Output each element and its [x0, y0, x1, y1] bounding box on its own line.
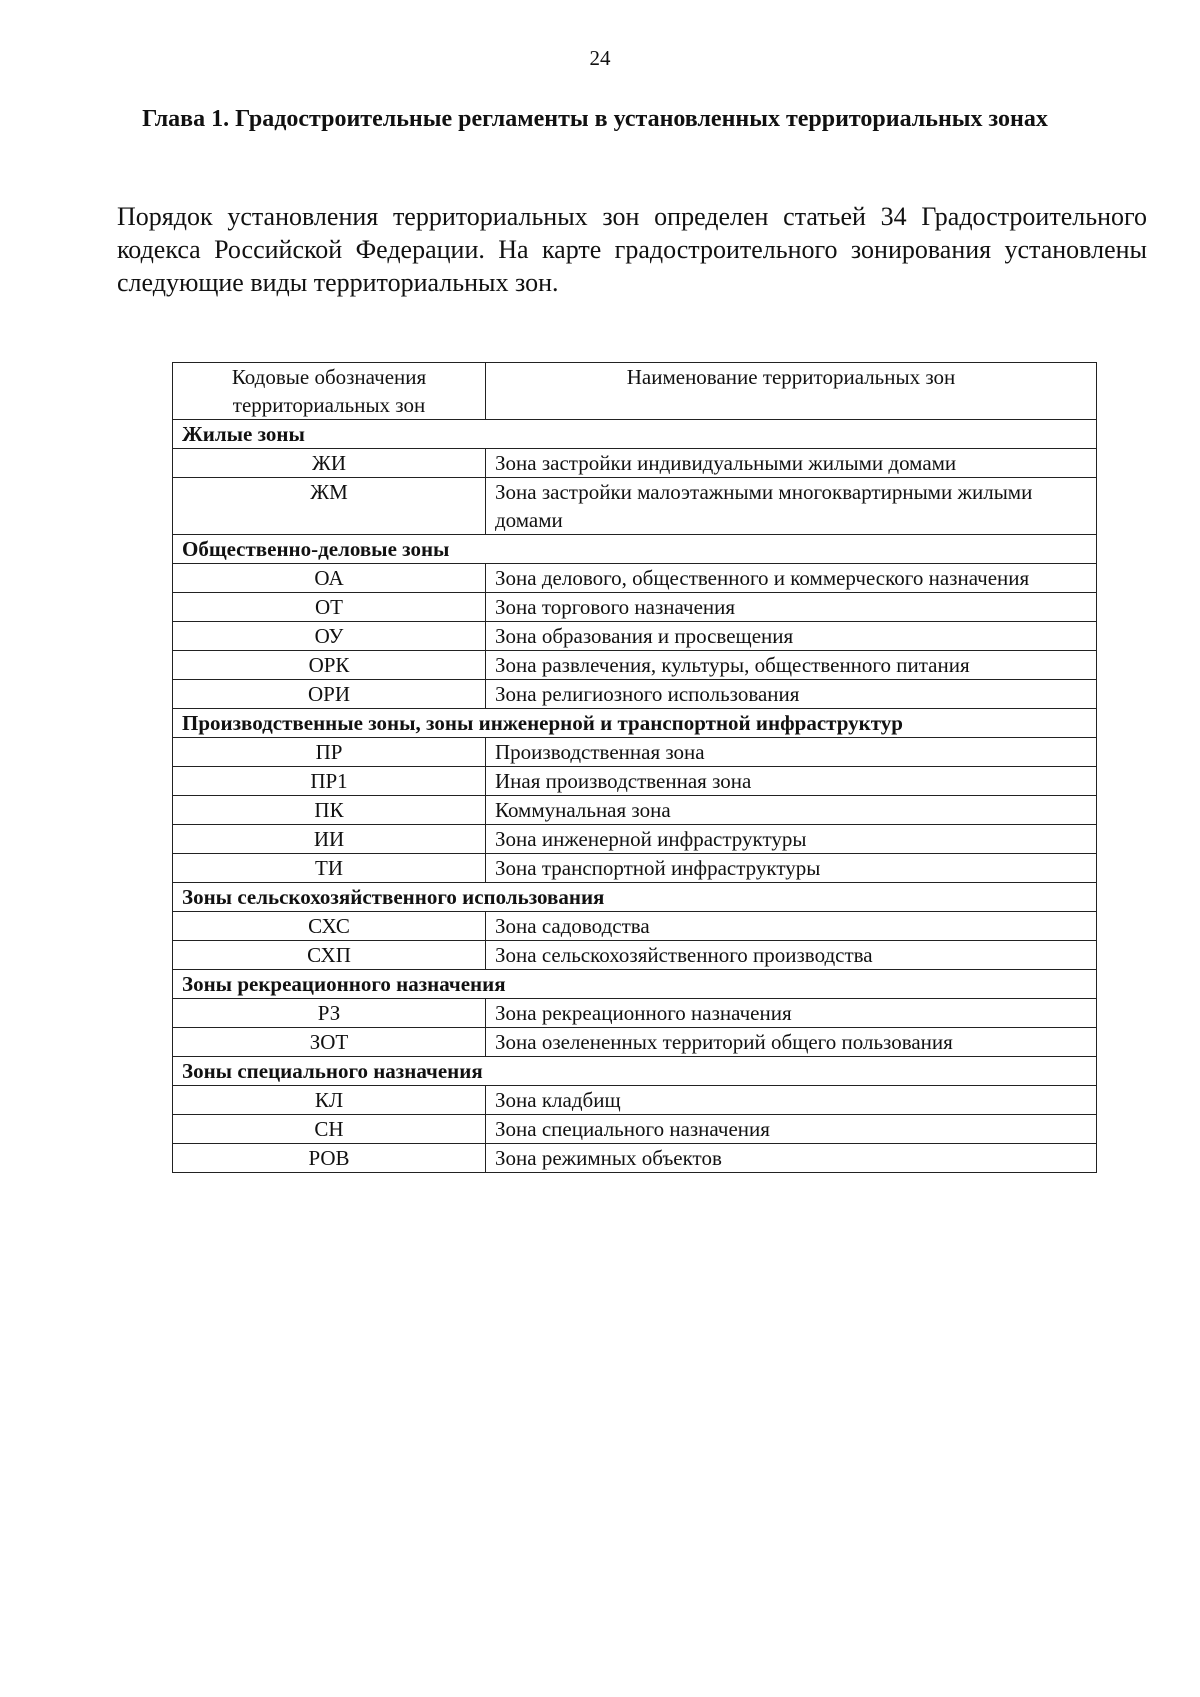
- table-row: [173, 449, 1097, 478]
- table-row: [173, 1144, 1097, 1173]
- group-row: [173, 535, 1097, 564]
- zone-code: ЖИ: [173, 449, 486, 478]
- zone-code: ОУ: [173, 622, 486, 651]
- table-row: [173, 1115, 1097, 1144]
- chapter-title: Глава 1. Градостроительные регламенты в установленных территориальных зонах: [142, 106, 1048, 132]
- table-row: [173, 651, 1097, 680]
- zone-code: ЗОТ: [173, 1028, 486, 1057]
- table-row: [173, 1028, 1097, 1057]
- group-title: Производственные зоны, зоны инженерной и транспортной инфраструктур: [173, 709, 1097, 738]
- zone-code: ОРИ: [173, 680, 486, 709]
- table-row: [173, 796, 1097, 825]
- zone-code: ОТ: [173, 593, 486, 622]
- header-name: Наименование территориальных зон: [486, 363, 1097, 420]
- table-row: [173, 941, 1097, 970]
- zone-code: ОА: [173, 564, 486, 593]
- zone-code: РОВ: [173, 1144, 486, 1173]
- group-title: Зоны рекреационного назначения: [173, 970, 1097, 999]
- group-row: [173, 970, 1097, 999]
- group-row: [173, 883, 1097, 912]
- zone-name: Зона религиозного использования: [486, 680, 1097, 709]
- table-row: [173, 1086, 1097, 1115]
- zone-name: Зона инженерной инфраструктуры: [486, 825, 1097, 854]
- group-title: Жилые зоны: [173, 420, 1097, 449]
- zone-code: ТИ: [173, 854, 486, 883]
- header-code: Кодовые обозначения территориальных зон: [173, 363, 486, 420]
- group-row: [173, 1057, 1097, 1086]
- zone-code: КЛ: [173, 1086, 486, 1115]
- table-row: [173, 593, 1097, 622]
- group-row: [173, 709, 1097, 738]
- zone-code: РЗ: [173, 999, 486, 1028]
- zone-name: Зона сельскохозяйственного производства: [486, 941, 1097, 970]
- zone-name: Зона застройки малоэтажными многоквартирными жилыми домами: [486, 478, 1097, 535]
- zone-name: Зона торгового назначения: [486, 593, 1097, 622]
- zone-code: СХС: [173, 912, 486, 941]
- zone-name: Зона озелененных территорий общего пользования: [486, 1028, 1097, 1057]
- intro-paragraph: Порядок установления территориальных зон определен статьей 34 Градостроительного кодекса Российской Федерации. На карте градостроительного зонирования установлены следующие виды территориальных зон.: [117, 202, 1147, 297]
- table-row: [173, 825, 1097, 854]
- zone-code: ИИ: [173, 825, 486, 854]
- zone-name: Производственная зона: [486, 738, 1097, 767]
- zone-name: Зона садоводства: [486, 912, 1097, 941]
- zones-table: [172, 362, 1097, 1173]
- table-row: [173, 767, 1097, 796]
- zone-name: Зона застройки индивидуальными жилыми домами: [486, 449, 1097, 478]
- table-row: [173, 912, 1097, 941]
- zone-code: ЖМ: [173, 478, 486, 535]
- page-number: 24: [589, 46, 611, 70]
- zone-code: ПК: [173, 796, 486, 825]
- group-title: Зоны специального назначения: [173, 1057, 1097, 1086]
- zone-name: Зона транспортной инфраструктуры: [486, 854, 1097, 883]
- table-row: [173, 680, 1097, 709]
- group-row: [173, 420, 1097, 449]
- table-row: [173, 738, 1097, 767]
- zone-name: Зона рекреационного назначения: [486, 999, 1097, 1028]
- zone-name: Зона развлечения, культуры, общественного питания: [486, 651, 1097, 680]
- zone-code: ПР: [173, 738, 486, 767]
- zone-name: Зона режимных объектов: [486, 1144, 1097, 1173]
- group-title: Зоны сельскохозяйственного использования: [173, 883, 1097, 912]
- zone-code: ПР1: [173, 767, 486, 796]
- table-row: [173, 999, 1097, 1028]
- zone-name: Иная производственная зона: [486, 767, 1097, 796]
- zone-name: Зона специального назначения: [486, 1115, 1097, 1144]
- group-title: Общественно-деловые зоны: [173, 535, 1097, 564]
- zone-name: Коммунальная зона: [486, 796, 1097, 825]
- table-row: [173, 478, 1097, 535]
- zone-code: ОРК: [173, 651, 486, 680]
- table-row: [173, 854, 1097, 883]
- zone-name: Зона образования и просвещения: [486, 622, 1097, 651]
- zones-table-body: [173, 420, 1097, 1173]
- table-row: [173, 622, 1097, 651]
- table-row: [173, 564, 1097, 593]
- zone-code: СН: [173, 1115, 486, 1144]
- zone-name: Зона кладбищ: [486, 1086, 1097, 1115]
- zone-name: Зона делового, общественного и коммерческого назначения: [486, 564, 1097, 593]
- zone-code: СХП: [173, 941, 486, 970]
- table-header-row: [173, 363, 1097, 420]
